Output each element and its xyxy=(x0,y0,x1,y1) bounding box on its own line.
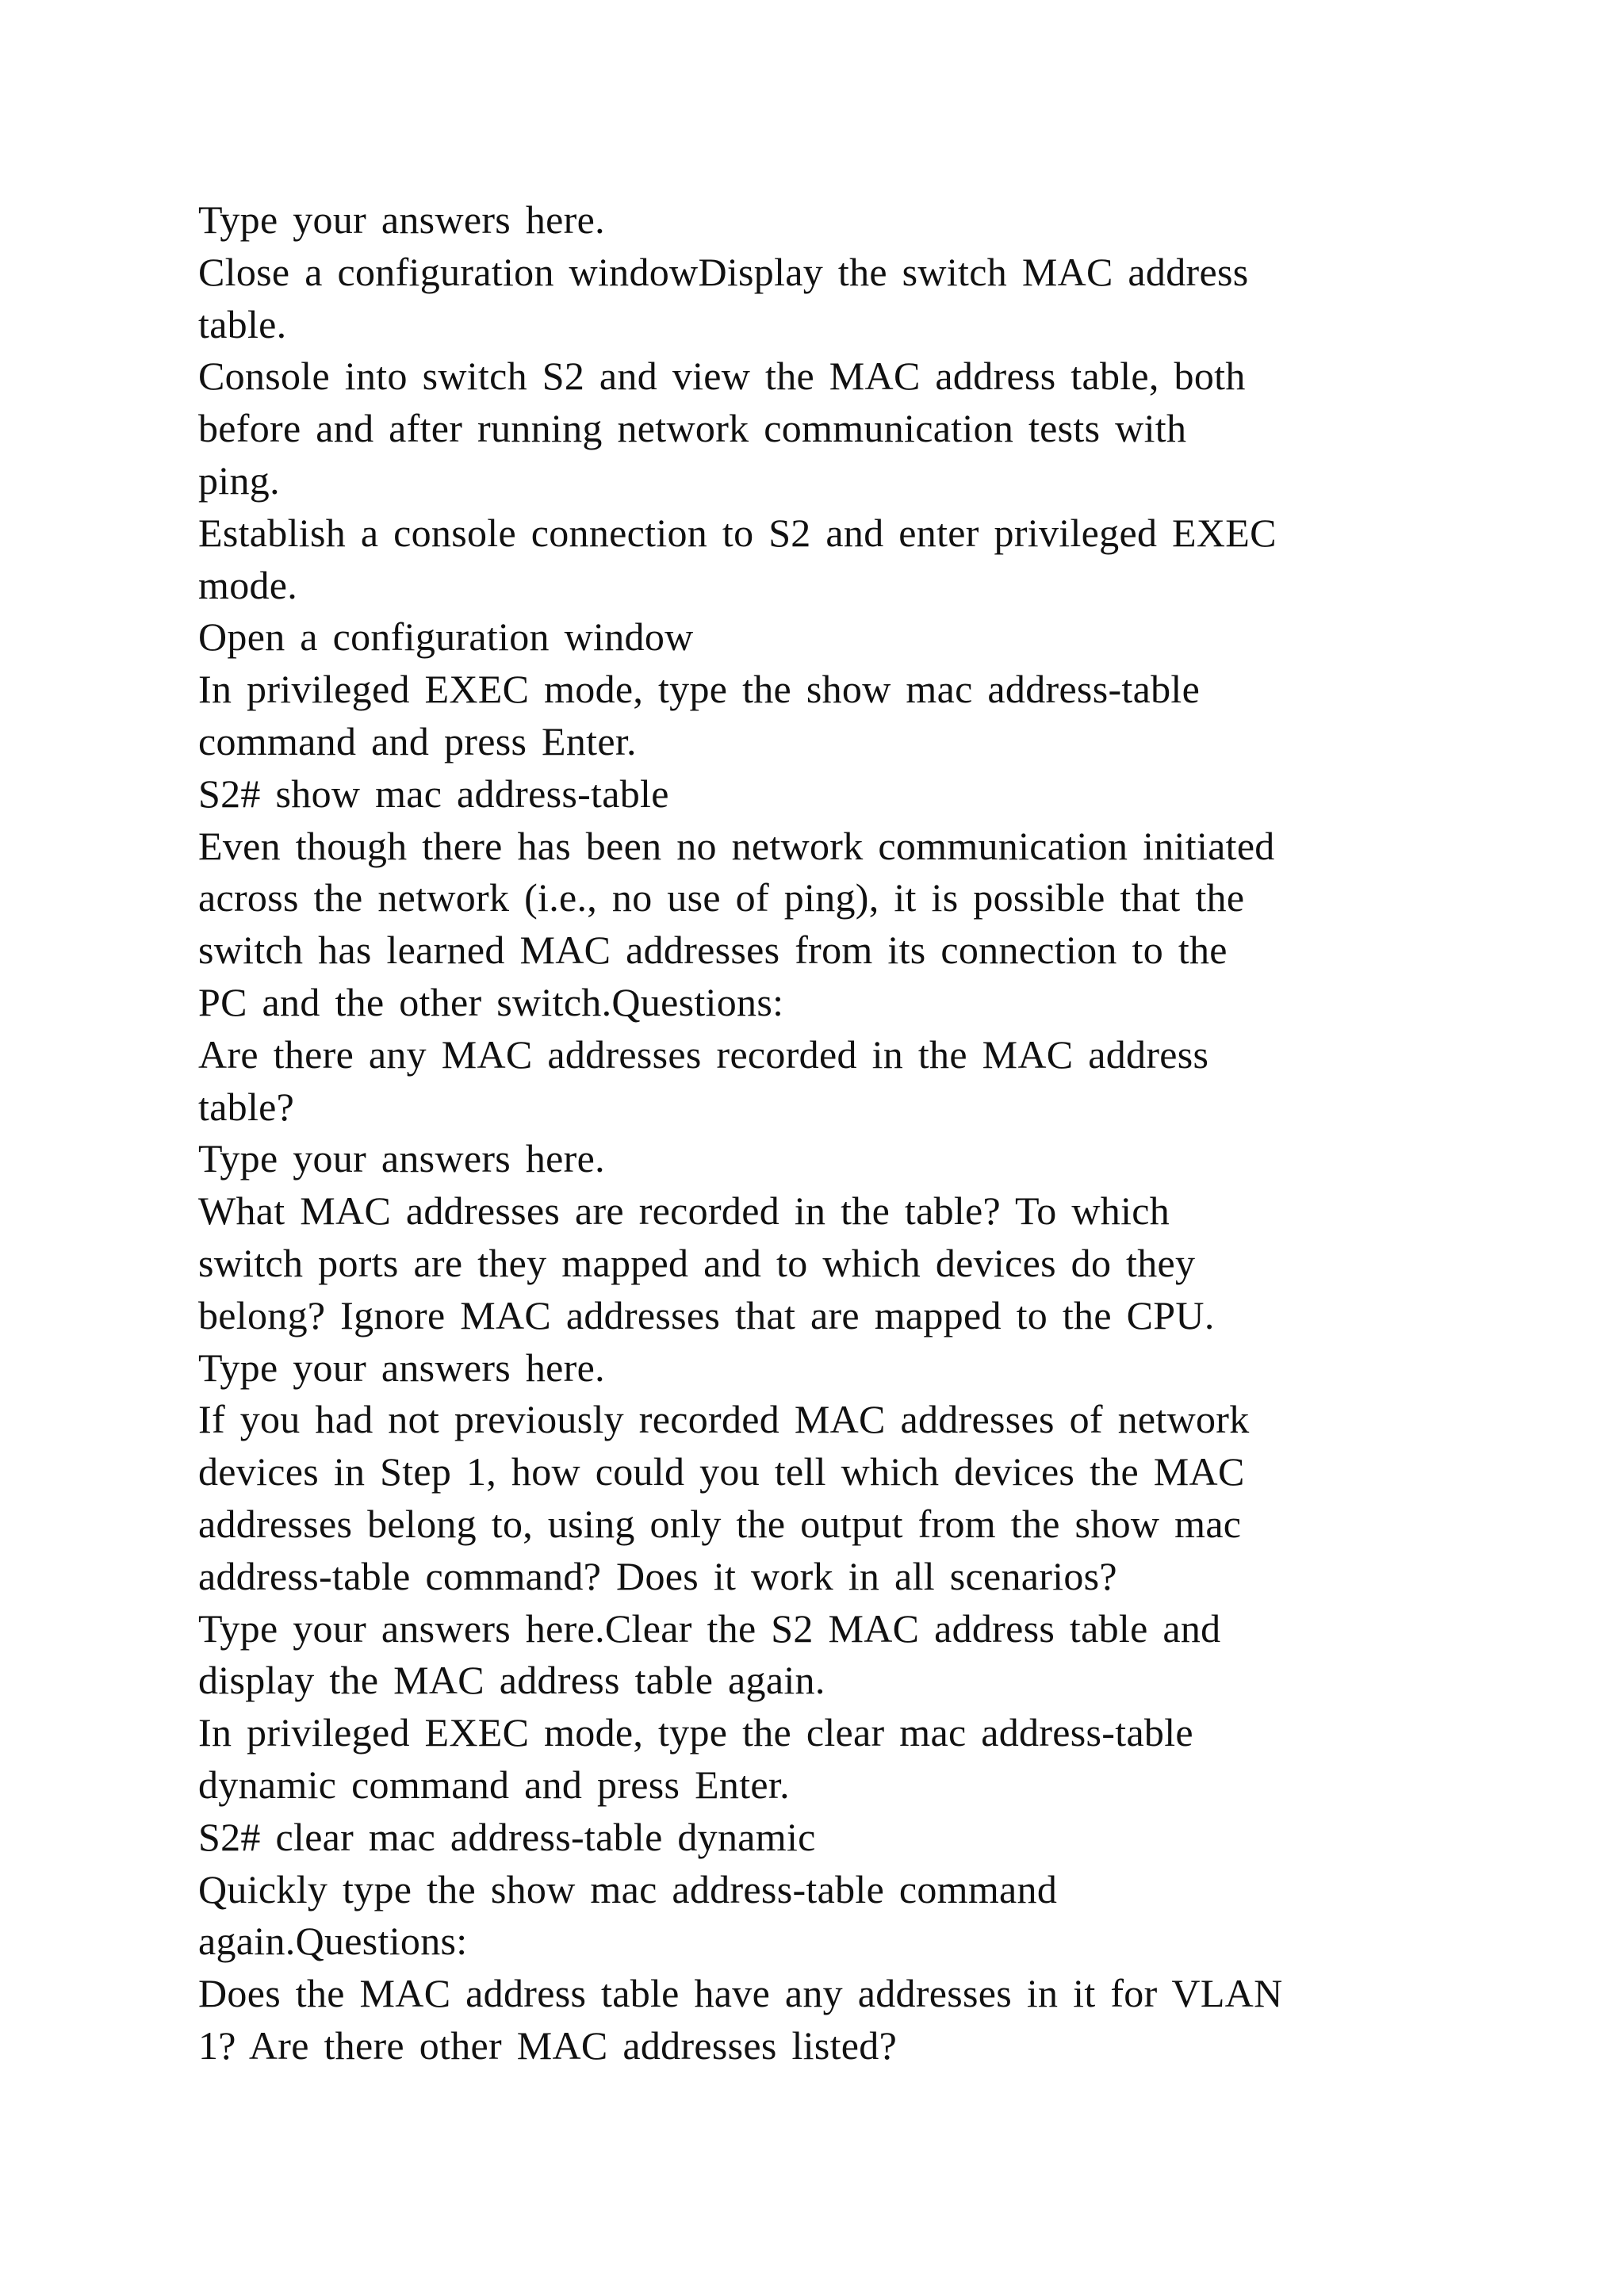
text-line: ping. xyxy=(198,457,280,503)
text-line: switch ports are they mapped and to which devices do they xyxy=(198,1240,1196,1285)
text-line: switch has learned MAC addresses from its connection to the xyxy=(198,928,1228,973)
text-line: display the MAC address table again. xyxy=(198,1658,825,1703)
text-line: across the network (i.e., no use of ping), it is possible that the xyxy=(198,875,1245,920)
text-line: Even though there has been no network communication initiated xyxy=(198,823,1275,868)
text-line: dynamic command and press Enter. xyxy=(198,1762,790,1807)
text-line: PC and the other switch.Questions: xyxy=(198,979,784,1024)
text-line: command and press Enter. xyxy=(198,718,637,763)
text-line: devices in Step 1, how could you tell which devices the MAC xyxy=(198,1449,1245,1494)
text-line: Type your answers here. xyxy=(198,1136,605,1181)
text-line: In privileged EXEC mode, type the show mac address-table xyxy=(198,667,1201,712)
text-line: In privileged EXEC mode, type the clear mac address-table xyxy=(198,1710,1193,1755)
text-line: Quickly type the show mac address-table command xyxy=(198,1866,1058,1911)
text-line: address-table command? Does it work in all scenarios? xyxy=(198,1553,1117,1598)
text-line: Establish a console connection to S2 and enter privileged EXEC xyxy=(198,510,1277,555)
text-line: What MAC addresses are recorded in the table? To which xyxy=(198,1188,1170,1234)
text-line: again.Questions: xyxy=(198,1919,468,1964)
text-line: Open a configuration window xyxy=(198,614,694,660)
text-line: Console into switch S2 and view the MAC address table, both xyxy=(198,354,1246,399)
text-line: table? xyxy=(198,1084,295,1129)
text-line: Type your answers here. xyxy=(198,197,605,242)
text-line: Type your answers here. xyxy=(198,1345,605,1390)
text-line: before and after running network communication tests with xyxy=(198,406,1187,451)
text-line: If you had not previously recorded MAC addresses of network xyxy=(198,1397,1250,1442)
text-line: addresses belong to, using only the output from the show mac xyxy=(198,1501,1242,1546)
text-line: Type your answers here.Clear the S2 MAC address table and xyxy=(198,1605,1221,1651)
text-line: belong? Ignore MAC addresses that are mapped to the CPU. xyxy=(198,1292,1215,1337)
text-line: Does the MAC address table have any addresses in it for VLAN xyxy=(198,1971,1283,2016)
text-line: S2# clear mac address-table dynamic xyxy=(198,1814,816,1859)
text-line: mode. xyxy=(198,562,298,607)
text-line: Are there any MAC addresses recorded in the MAC address xyxy=(198,1031,1209,1077)
text-line: 1? Are there other MAC addresses listed? xyxy=(198,2022,898,2068)
text-line: S2# show mac address-table xyxy=(198,771,669,816)
text-line: table. xyxy=(198,301,287,346)
document-body xyxy=(198,194,1507,2072)
text-line: Close a configuration windowDisplay the switch MAC address xyxy=(198,249,1249,294)
